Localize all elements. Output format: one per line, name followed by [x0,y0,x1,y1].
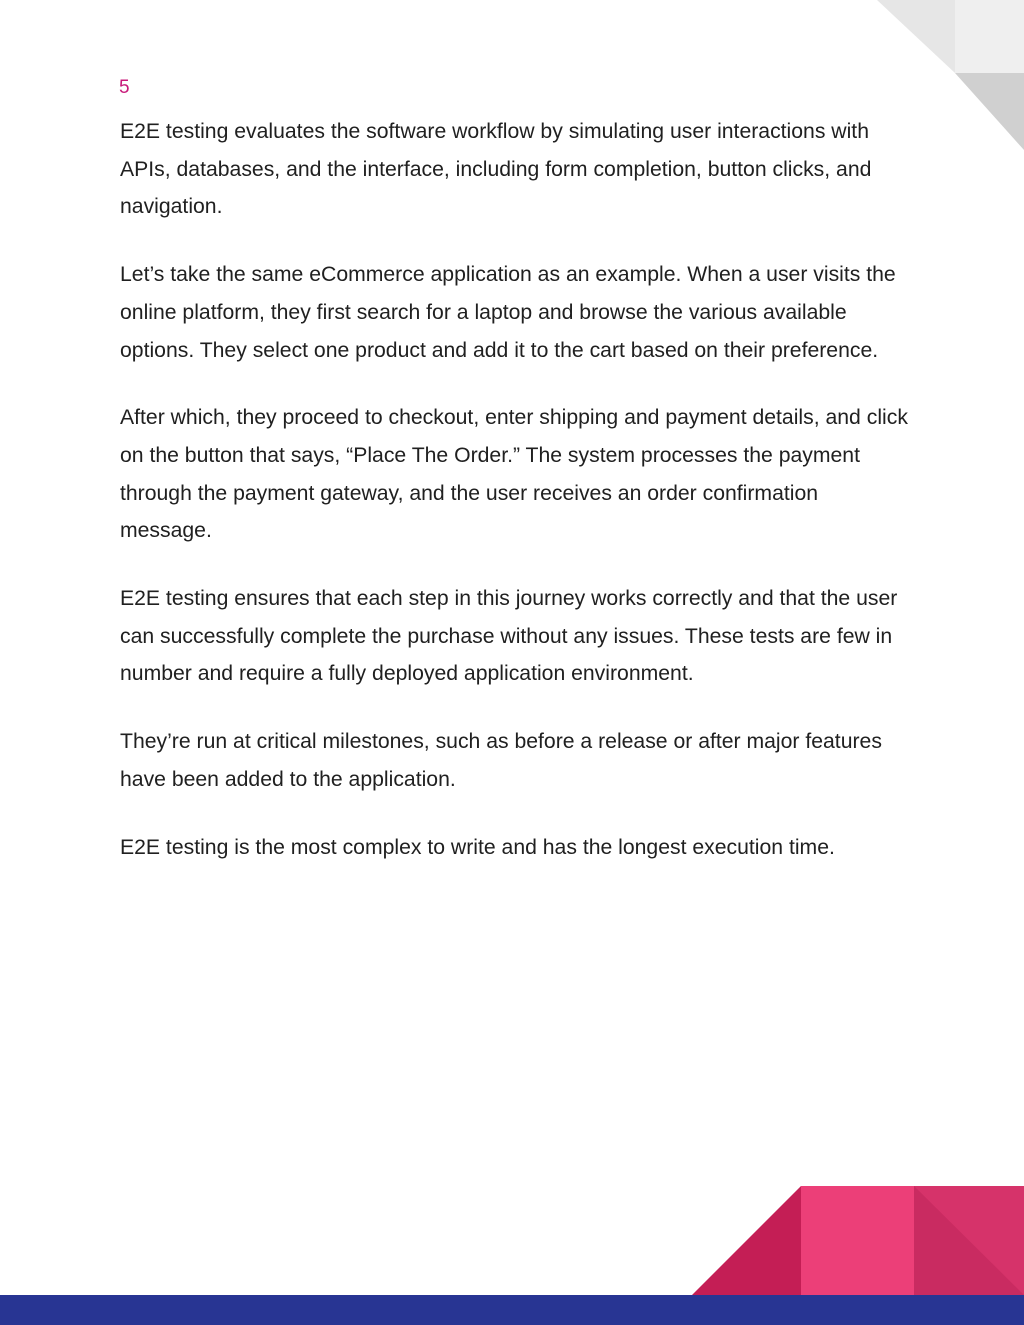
pink-block-shape [801,1186,914,1295]
paragraph-e2e-overview: E2E testing evaluates the software workflow by simulating user interactions with APIs, databases, and the interface, including form completion, button clicks, and navigation. [120,120,872,219]
magenta-shadow-shape [914,1186,1024,1295]
document-body [120,113,910,896]
footer-bar [0,1295,1024,1325]
page-number: 5 [119,77,130,98]
paragraph-milestones: They’re run at critical milestones, such as before a release or after major features have been added to the application. [120,730,882,791]
paragraph-checkout-flow: After which, they proceed to checkout, enter shipping and payment details, and click on the button that says, “Place The Order.” The system processes the payment through the payment gateway, and the user receives an order confirmation message. [120,406,908,543]
paragraph-journey-validation: E2E testing ensures that each step in this journey works correctly and that the user can successfully complete the purchase without any issues. These tests are few in number and require a fully deployed application environment. [120,587,898,686]
crimson-triangle-shape [692,1186,801,1295]
paragraph-complexity: E2E testing is the most complex to write and has the longest execution time. [120,835,835,859]
paragraph-ecommerce-example: Let’s take the same eCommerce application as an example. When a user visits the online platform, they first search for a laptop and browse the various available options. They select one product and add it to the cart based on their preference. [120,263,896,362]
magenta-block-shape [914,1186,1024,1295]
